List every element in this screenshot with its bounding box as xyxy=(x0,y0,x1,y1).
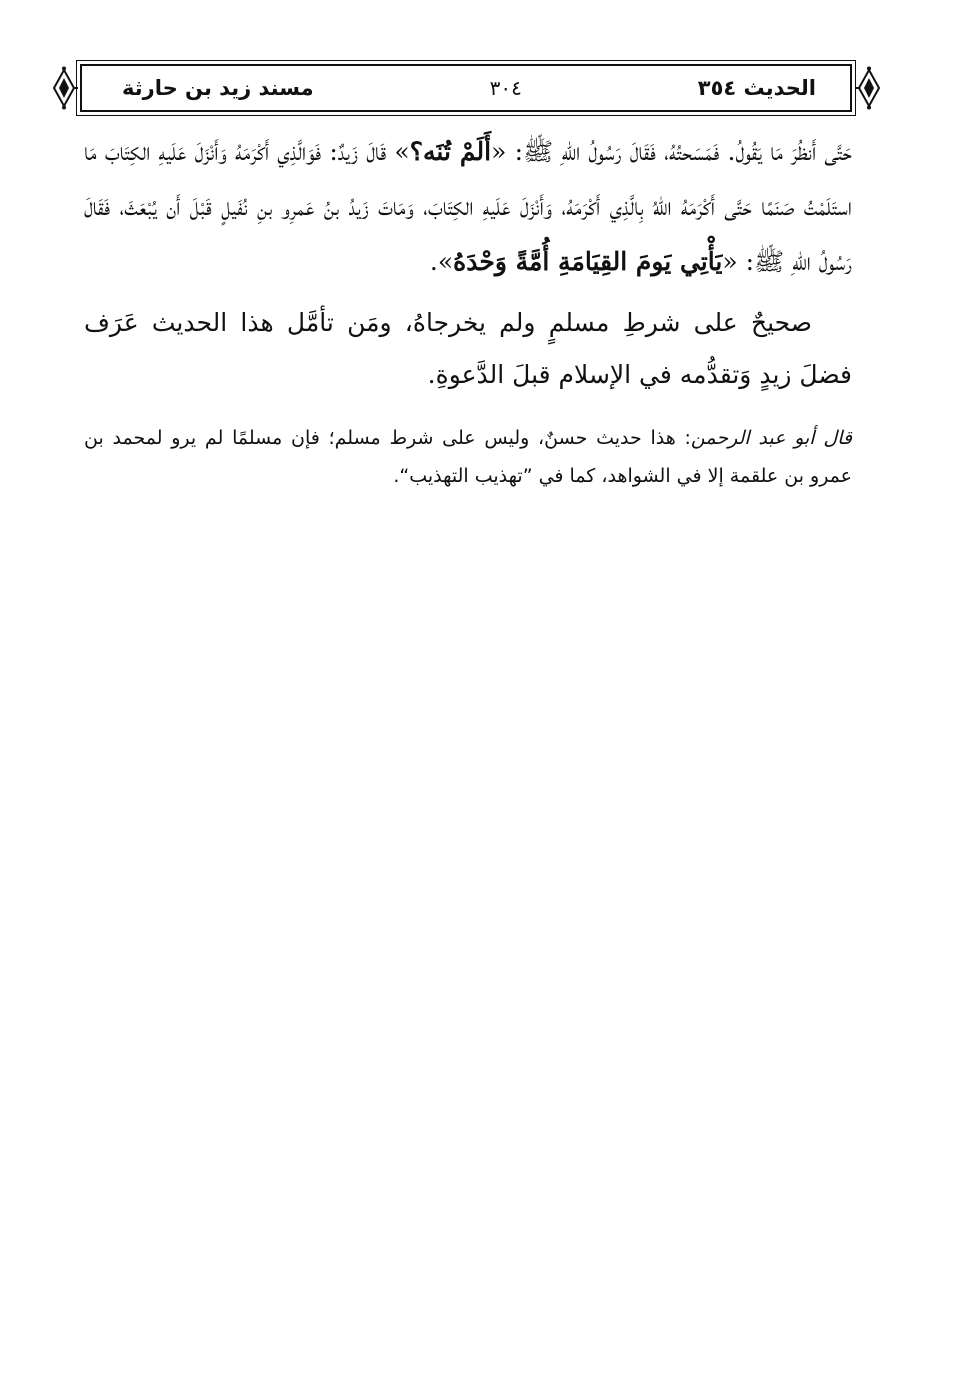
hadith-number-label: الحديث ٣٥٤ xyxy=(697,76,816,100)
running-header xyxy=(80,64,852,112)
hadith-text-segment: ». xyxy=(429,247,454,276)
header-ornament-left-icon xyxy=(52,66,78,110)
editor-comment-text: : هذا حديث حسنٌ، وليس على شرط مسلم؛ فإن مسلمًا لم يرو لمحمد بن عمرو بن علقمة إلا في الشواهد، كما في ”تهذيب التهذيب“. xyxy=(84,427,852,487)
page-body xyxy=(84,124,852,495)
header-ornament-right-icon xyxy=(855,66,881,110)
hadith-text-paragraph xyxy=(84,124,852,289)
authenticity-note-paragraph: صحيحٌ على شرطِ مسلمٍ ولم يخرجاهُ، ومَن تأمَّل هذا الحديث عَرَف فضلَ زيدٍ وَتقدُّمه في الإسلام قبلَ الدَّعوةِ. xyxy=(84,308,852,389)
page-number: ٣٠٤ xyxy=(489,76,522,100)
hadith-text-segment: » قَالَ زَيدٌ: فَوَالَّذِي أَكْرَمَهُ وَأَنْزَلَ عَلَيهِ الكِتَابَ مَا استَلَمْتُ صَنَمًا حَتَّى أَكْرَمَهُ اللهُ بِالَّذِي أَكْرَمَهُ، وَأَنْزَلَ عَلَيهِ الكِتَابَ، وَمَاتَ زَيدُ بنُ عَمرِو بنِ نُفَيلٍ قَبْلَ أَن يُبْعَثَ، فَقَالَ رَسُولُ اللهِ ﷺ: « xyxy=(84,137,852,276)
editor-comment-paragraph xyxy=(84,419,852,495)
prophet-quote-2: يَأْتِي يَومَ القِيَامَةِ أُمَّةً وَحْدَهُ xyxy=(453,247,723,276)
prophet-quote-1: أَلَمْ تُنَه؟ xyxy=(409,137,492,166)
hadith-text-segment: حَتَّى أَنظُرَ مَا يَقُولُ. فَمَسَحتُهُ، فَقَالَ رَسُولُ اللهِ ﷺ: « xyxy=(491,137,852,166)
editor-name: قال أبو عبد الرحمن xyxy=(690,427,853,449)
chapter-title: مسند زيد بن حارثة xyxy=(122,76,314,100)
